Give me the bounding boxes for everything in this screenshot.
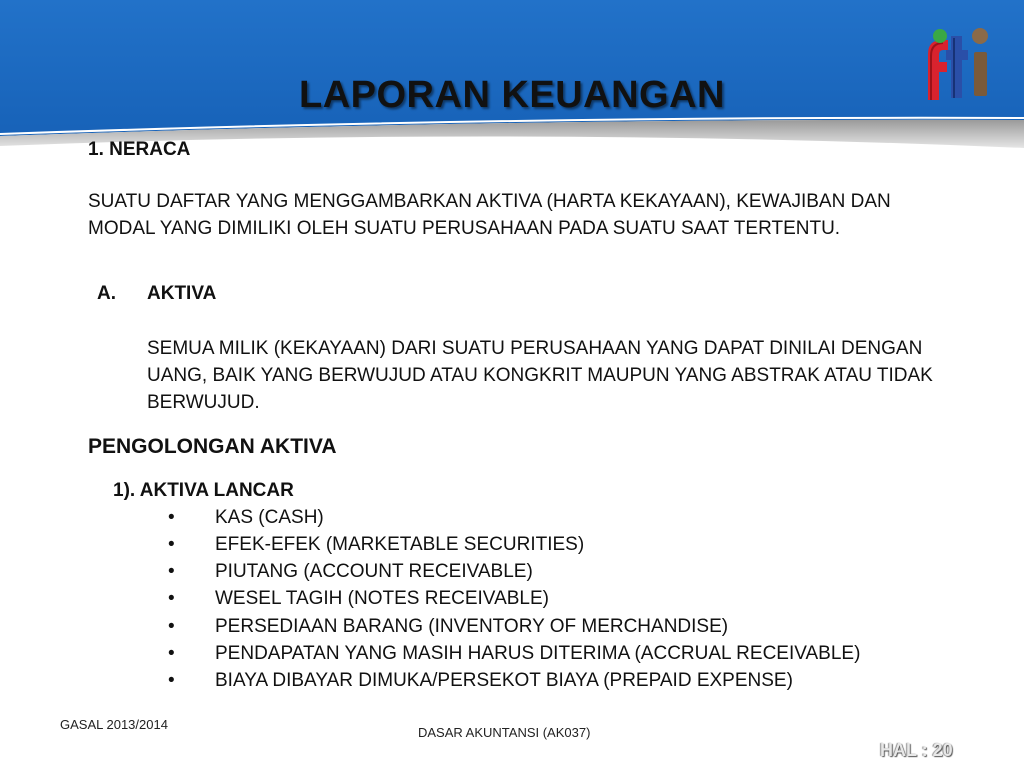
bullet-icon: • [168, 616, 175, 637]
list-item-text: EFEK-EFEK (MARKETABLE SECURITIES) [215, 534, 585, 555]
list-item-text: PENDAPATAN YANG MASIH HARUS DITERIMA (ACCRUAL RECEIVABLE) [215, 643, 861, 664]
footer-course: DASAR AKUNTANSI (AK037) [418, 725, 591, 740]
bullet-icon: • [168, 643, 175, 664]
footer-semester: GASAL 2013/2014 [60, 717, 168, 732]
list-item [168, 558, 533, 585]
list-item [168, 531, 584, 558]
list-item [168, 640, 860, 667]
list-item [168, 585, 549, 612]
subsection-marker: A. [97, 283, 116, 304]
page-number: HAL : 20 [880, 740, 953, 760]
list-item [168, 504, 324, 531]
bullet-icon: • [168, 534, 175, 555]
bullet-icon: • [168, 561, 175, 582]
slide-title: LAPORAN KEUANGAN [299, 74, 725, 116]
list-item-text: PIUTANG (ACCOUNT RECEIVABLE) [215, 561, 533, 582]
subsection-label: AKTIVA [147, 283, 217, 304]
classification-heading: PENGOLONGAN AKTIVA [88, 435, 337, 458]
bullet-icon: • [168, 588, 175, 609]
bullet-icon: • [168, 670, 175, 691]
bullet-icon: • [168, 507, 175, 528]
list-item-text: KAS (CASH) [215, 507, 324, 528]
list-item-text: BIAYA DIBAYAR DIMUKA/PERSEKOT BIAYA (PREPAID EXPENSE) [215, 670, 793, 691]
list-item-text: PERSEDIAAN BARANG (INVENTORY OF MERCHANDISE) [215, 616, 729, 637]
list-item [168, 667, 793, 694]
neraca-definition: SUATU DAFTAR YANG MENGGAMBARKAN AKTIVA (HARTA KEKAYAAN), KEWAJIBAN DAN MODAL YANG DIMILIKI OLEH SUATU PERUSAHAAN PADA SUATU SAAT TERTENTU. [88, 191, 891, 239]
list-item-text: WESEL TAGIH (NOTES RECEIVABLE) [215, 588, 549, 609]
current-assets-heading: 1). AKTIVA LANCAR [113, 480, 294, 501]
aktiva-definition: SEMUA MILIK (KEKAYAAN) DARI SUATU PERUSAHAAN YANG DAPAT DINILAI DENGAN UANG, BAIK YANG BERWUJUD ATAU KONGKRIT MAUPUN YANG ABSTRAK ATAU TIDAK BERWUJUD. [147, 338, 933, 413]
list-item [168, 613, 728, 640]
section-heading: 1. NERACA [88, 139, 191, 160]
